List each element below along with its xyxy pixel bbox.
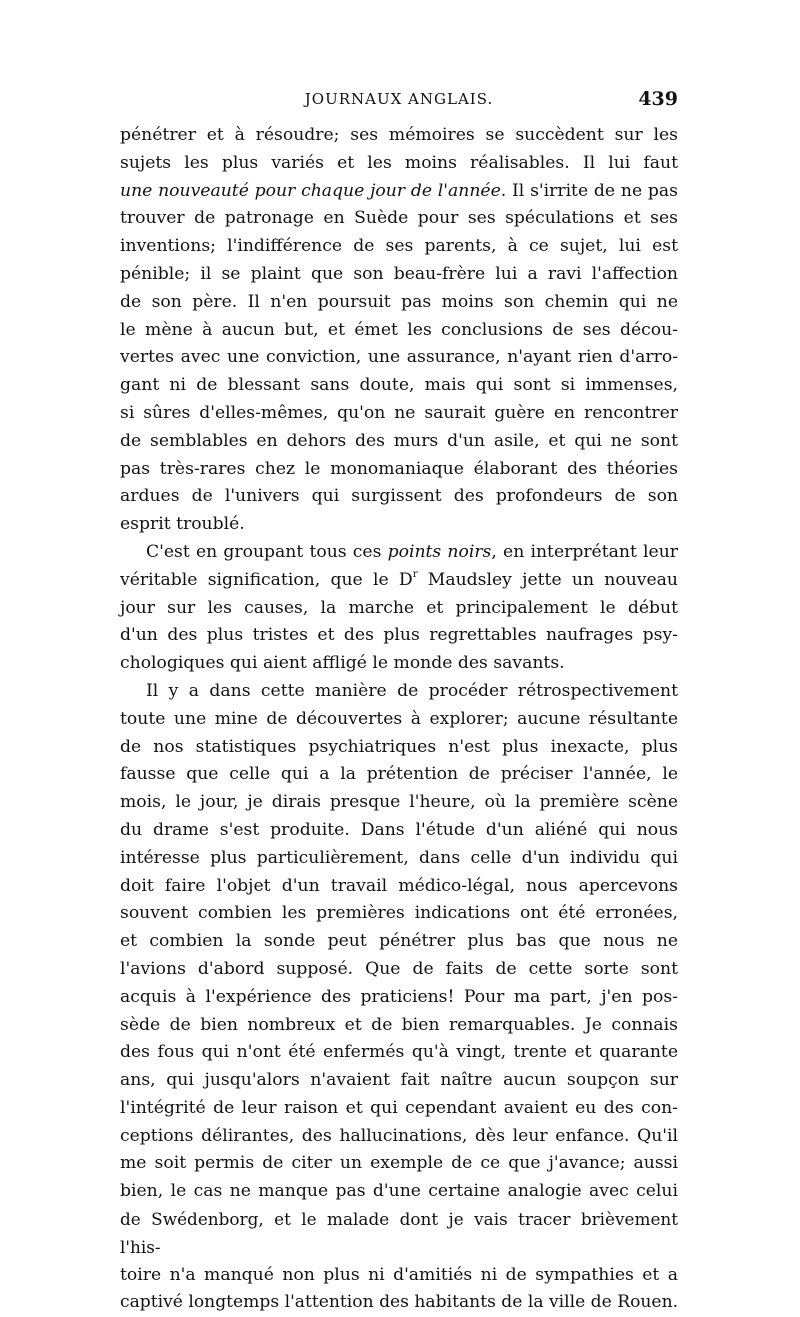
- text-line: captivé longtemps l'attention des habitants de la ville de Rouen.: [120, 1292, 679, 1313]
- paragraph-1: [120, 122, 678, 539]
- body-text: [120, 122, 678, 1317]
- text-line: me soit permis de citer un exemple de ce que j'avance; aussi: [120, 1153, 678, 1174]
- italic-phrase: points noirs: [387, 541, 492, 562]
- text-line: du drame s'est produite. Dans l'étude d'un aliéné qui nous: [120, 819, 678, 840]
- paragraph-3: [120, 678, 678, 1317]
- text-line: de son père. Il n'en poursuit pas moins son chemin qui ne: [120, 291, 678, 312]
- running-head: [120, 90, 678, 114]
- text-line: pas très-rares chez le monomaniaque élaborant des théories: [120, 458, 678, 479]
- text-line: de semblables en dehors des murs d'un asile, et qui ne sont: [120, 430, 678, 451]
- text-line: pénétrer et à résoudre; ses mémoires se succèdent sur les: [120, 125, 678, 145]
- text-line: ans, qui jusqu'alors n'avaient fait naître aucun soupçon sur: [120, 1070, 678, 1091]
- text-line: chologiques qui aient affligé le monde des savants.: [120, 653, 565, 674]
- text-line: toute une mine de découvertes à explorer; aucune résultante: [120, 708, 678, 729]
- text-line: esprit troublé.: [120, 514, 245, 535]
- text-line: vertes avec une conviction, une assurance, n'ayant rien d'arro-: [120, 347, 678, 368]
- text-line: inventions; l'indifférence de ses parents, à ce sujet, lui est: [120, 236, 678, 257]
- text-line: jour sur les causes, la marche et principalement le début: [120, 597, 678, 618]
- text-line: de Swédenborg, et le malade dont je vais tracer brièvement l'his-: [120, 1209, 678, 1257]
- text-fragment: véritable signification, que le D: [120, 569, 413, 590]
- text-fragment: Maudsley jette un nouveau: [417, 569, 678, 590]
- running-title: JOURNAUX ANGLAIS.: [304, 90, 494, 108]
- superscript: r: [412, 569, 418, 581]
- text-line: sujets les plus variés et les moins réalisables. Il lui faut: [120, 152, 678, 173]
- text-line: gant ni de blessant sans doute, mais qui sont si immenses,: [120, 375, 678, 396]
- text-line: de nos statistiques psychiatriques n'est plus inexacte, plus: [120, 736, 678, 757]
- text-line: fausse que celle qui a la prétention de préciser l'année, le: [120, 764, 678, 785]
- text-fragment: , en interprétant leur: [491, 541, 678, 562]
- text-line: bien, le cas ne manque pas d'une certaine analogie avec celui: [120, 1181, 678, 1202]
- page-number: 439: [638, 88, 678, 110]
- text-line: mois, le jour, je dirais presque l'heure, où la première scène: [120, 792, 678, 813]
- text-line: des fous qui n'ont été enfermés qu'à vingt, trente et quarante: [120, 1042, 678, 1063]
- text-line: l'avions d'abord supposé. Que de faits de cette sorte sont: [120, 958, 678, 979]
- text-line: ardues de l'univers qui surgissent des profondeurs de son: [120, 486, 678, 507]
- text-line: d'un des plus tristes et des plus regrettables naufrages psy-: [120, 625, 678, 646]
- text-line: et combien la sonde peut pénétrer plus bas que nous ne: [120, 931, 678, 952]
- text-line: trouver de patronage en Suède pour ses spéculations et ses: [120, 208, 678, 229]
- text-line: souvent combien les premières indications ont été erronées,: [120, 903, 678, 924]
- text-line: pénible; il se plaint que son beau-frère lui a ravi l'affection: [120, 263, 678, 284]
- text-line: ceptions délirantes, des hallucinations, dès leur enfance. Qu'il: [120, 1125, 678, 1146]
- text-line: toire n'a manqué non plus ni d'amitiés ni de sympathies et a: [120, 1264, 678, 1285]
- text-line: Il y a dans cette manière de procéder rétrospectivement: [146, 680, 678, 701]
- text-line: [120, 539, 678, 567]
- text-line: sède de bien nombreux et de bien remarquables. Je connais: [120, 1014, 678, 1035]
- text-line: acquis à l'expérience des praticiens! Pour ma part, j'en pos-: [120, 986, 678, 1007]
- paragraph-2: [120, 539, 678, 678]
- text-line: doit faire l'objet d'un travail médico-légal, nous apercevons: [120, 875, 678, 896]
- text-fragment: C'est en groupant tous ces: [146, 541, 388, 562]
- text-line: intéresse plus particulièrement, dans celle d'un individu qui: [120, 847, 678, 868]
- text-line: si sûres d'elles-mêmes, qu'on ne saurait guère en rencontrer: [120, 402, 678, 423]
- text-fragment: Il s'irrite de ne pas: [506, 180, 679, 201]
- text-line: le mène à aucun but, et émet les conclusions de ses décou-: [120, 319, 678, 340]
- italic-phrase: une nouveauté pour chaque jour de l'année.: [120, 180, 507, 201]
- text-line: l'intégrité de leur raison et qui cependant avaient eu des con-: [120, 1097, 678, 1118]
- text-line: [120, 178, 678, 206]
- text-line: [120, 567, 678, 595]
